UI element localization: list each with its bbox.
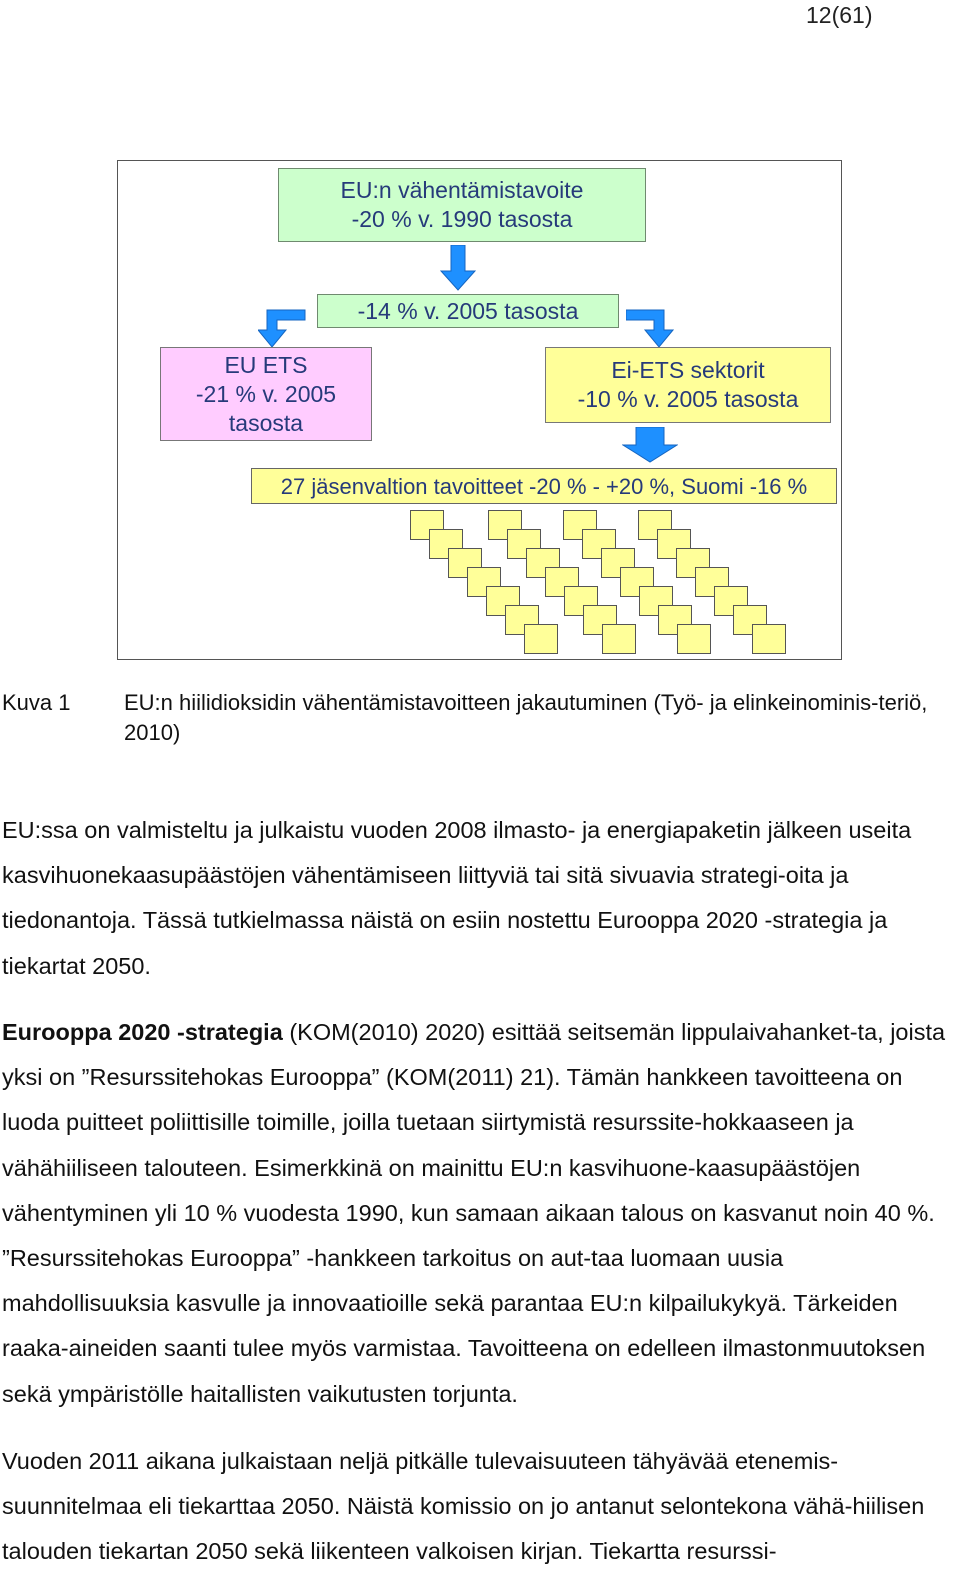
member-state-square (602, 624, 636, 654)
wide-down-arrow-icon (622, 427, 678, 463)
eu-target-line1: EU:n vähentämistavoite (340, 177, 584, 203)
member-state-square (752, 624, 786, 654)
base-2005-label: -14 % v. 2005 tasosta (357, 297, 579, 324)
paragraph-3: Vuoden 2011 aikana julkaistaan neljä pitkälle tulevaisuuteen tähyävää etenemis-suunnitelmaa eli tiekarttaa 2050. Näistä komissio on jo antanut selontekona vähä-hiilisen talouden tiekartan 2050 sekä liikenteen valkoisen kirjan. Tiekartta resurssi- (2, 1448, 925, 1565)
figure-caption-label: Kuva 1 (2, 690, 71, 715)
paragraph-2 (2, 1010, 952, 1417)
member-states-box (251, 468, 837, 504)
non-ets-box (545, 347, 831, 423)
non-ets-line2: -10 % v. 2005 tasosta (577, 386, 799, 412)
ets-line1: EU ETS (224, 351, 308, 378)
member-state-square (677, 624, 711, 654)
eu-target-line2: -20 % v. 1990 tasosta (351, 206, 573, 232)
down-arrow-icon (440, 245, 476, 291)
figure-caption-text: EU:n hiilidioksidin vähentämistavoitteen jakautuminen (Työ- ja elinkeinominis-teriö, 2010) (124, 690, 928, 745)
bent-arrow-right-icon (626, 306, 674, 348)
base-2005-box (317, 294, 619, 328)
page-number: 12(61) (806, 2, 873, 28)
eu-ets-box (160, 347, 372, 441)
paragraph-2-lead: Eurooppa 2020 -strategia (2, 1019, 283, 1045)
bent-arrow-left-icon (258, 306, 306, 348)
ets-line3: tasosta (228, 409, 304, 436)
paragraph-2-text: (KOM(2010) 2020) esittää seitsemän lippulaivahanket-ta, joista yksi on ”Resurssitehokas Eurooppa” (KOM(2011) 21). Tämän hankkeen tavoitteena on luoda puitteet poliittisille toimille, joilla tuetaan siirtymistä resurssite-hokkaaseen ja vähähiiliseen talouteen. Esimerkkinä on mainittu EU:n kasvihuone-kaasupäästöjen vähentyminen yli 10 % vuodesta 1990, kun samaan aikaan talous on kasvanut noin 40 %. ”Resurssitehokas Eurooppa” -hankkeen tarkoitus on aut-taa luomaan uusia mahdollisuuksia kasvulle ja innovaatioille sekä parantaa EU:n kilpailukykyä. Tärkeiden raaka-aineiden saanti tulee myös varmistaa. Tavoitteena on edelleen ilmastonmuutoksen sekä ympäristölle haitallisten vaikutusten torjunta. (2, 1019, 946, 1407)
emission-target-diagram (117, 160, 842, 660)
non-ets-line1: Ei-ETS sektorit (611, 357, 765, 383)
member-states-label: 27 jäsenvaltion tavoitteet -20 % - +20 %, Suomi -16 % (280, 473, 808, 499)
member-state-square (524, 624, 558, 654)
ets-line2: -21 % v. 2005 (195, 380, 337, 407)
paragraph-1: EU:ssa on valmisteltu ja julkaistu vuoden 2008 ilmasto- ja energiapaketin jälkeen useita kasvihuonekaasupäästöjen vähentämiseen liittyviä tai sitä sivuavia strategi-oita ja tiedonantoja. Tässä tutkielmassa näistä on esiin nostettu Eurooppa 2020 -strategia ja tiekartat 2050. (2, 817, 912, 979)
eu-target-box (278, 168, 646, 242)
